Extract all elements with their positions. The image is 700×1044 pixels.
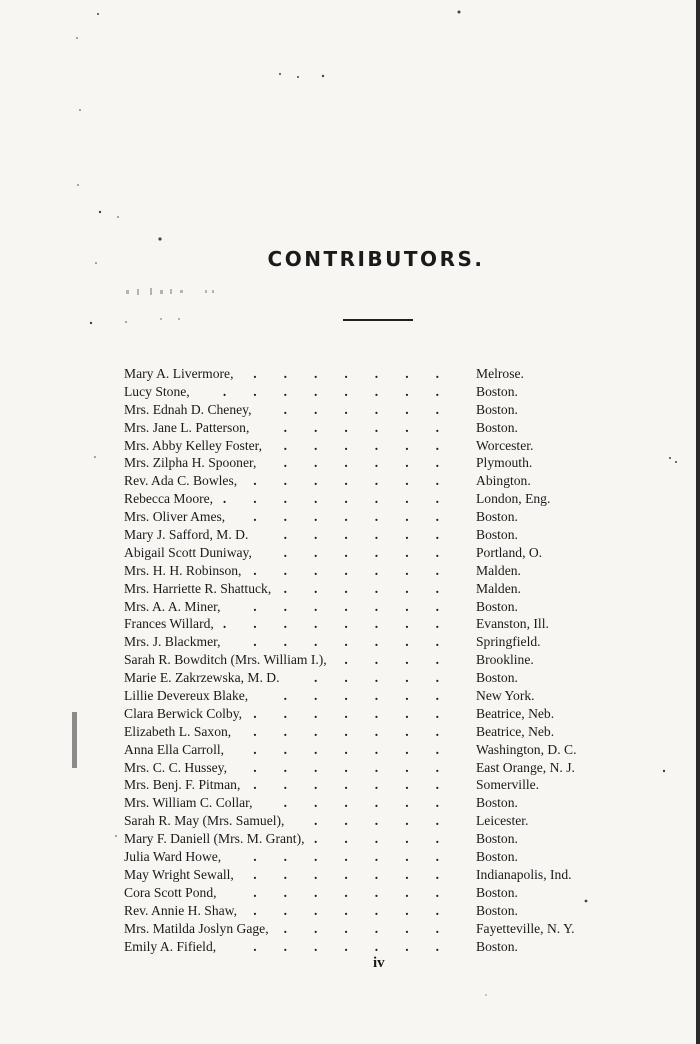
dot-leader: .......: [253, 509, 466, 525]
dot-leader: .......: [253, 634, 466, 650]
contributor-row: [124, 526, 604, 544]
contributor-place: Boston.: [476, 598, 518, 614]
contributor-place: Plymouth.: [476, 455, 533, 471]
contributor-row: [124, 723, 604, 741]
contributor-name: May Wright Sewall,: [124, 866, 234, 882]
contributor-name: Mrs. H. H. Robinson,: [124, 562, 242, 578]
contributor-name: Mary J. Safford, M. D.: [124, 527, 249, 543]
contributor-place: Boston.: [476, 938, 518, 954]
contributor-place: Springfield.: [476, 634, 541, 650]
dot-leader: ......: [283, 455, 466, 471]
contributor-row: [124, 651, 604, 669]
dot-leader: .......: [253, 759, 466, 775]
contributor-place: Washington, D. C.: [476, 741, 577, 757]
contributor-name: Sarah R. May (Mrs. Samuel),: [124, 813, 285, 829]
contributor-place: Evanston, Ill.: [476, 616, 549, 632]
contributor-row: [124, 490, 604, 508]
dot-leader: .......: [253, 902, 466, 918]
contributor-place: Portland, O.: [476, 544, 543, 560]
contributor-row: [124, 562, 604, 580]
contributor-place: Boston.: [476, 831, 518, 847]
dot-leader: ......: [283, 580, 466, 596]
contributor-row: [124, 437, 604, 455]
contributor-place: Beatrice, Neb.: [476, 705, 555, 721]
dot-leader: ......: [283, 544, 466, 560]
contributor-name: Marie E. Zakrzewska, M. D.: [124, 670, 280, 686]
contributor-place: Boston.: [476, 509, 518, 525]
contributor-place: London, Eng.: [476, 491, 551, 507]
contributor-name: Clara Berwick Colby,: [124, 705, 243, 721]
contributor-place: Brookline.: [476, 652, 534, 668]
contributor-place: Malden.: [476, 562, 521, 578]
contributor-place: Abington.: [476, 473, 531, 489]
contributor-name: Mrs. C. C. Hussey,: [124, 759, 227, 775]
dot-leader: .......: [253, 562, 466, 578]
contributor-place: Leicester.: [476, 813, 529, 829]
contributor-name: Mrs. William C. Collar,: [124, 795, 253, 811]
dot-leader: .......: [253, 366, 466, 381]
contributor-name: Anna Ella Carroll,: [124, 741, 225, 757]
dot-leader: ......: [283, 795, 466, 811]
contributor-row: [124, 615, 604, 633]
contributor-name: Sarah R. Bowditch (Mrs. William I.),: [124, 652, 327, 668]
dot-leader: .....: [314, 670, 466, 686]
contributor-name: Abigail Scott Duniway,: [124, 544, 252, 560]
page-number: iv: [373, 955, 385, 971]
dot-leader: ......: [283, 688, 466, 704]
contributor-place: Boston.: [476, 884, 518, 900]
dot-leader: .......: [253, 866, 466, 882]
title-rule: [343, 319, 413, 321]
contributor-name: Mrs. J. Blackmer,: [124, 634, 221, 650]
contributor-row: [124, 633, 604, 651]
contributor-name: Mrs. A. A. Miner,: [124, 598, 221, 614]
contributor-name: Rev. Ada C. Bowles,: [124, 473, 238, 489]
contributor-place: Melrose.: [476, 366, 524, 381]
contributor-row: [124, 598, 604, 616]
contributor-row: [124, 938, 604, 956]
contributor-place: Boston.: [476, 527, 518, 543]
dot-leader: .......: [253, 884, 466, 900]
contributor-row: [124, 472, 604, 490]
contributor-place: Somerville.: [476, 777, 540, 793]
dot-leader: ......: [283, 401, 466, 417]
contributor-place: Boston.: [476, 849, 518, 865]
contributor-row: [124, 383, 604, 401]
contributor-row: [124, 812, 604, 830]
contributor-name: Rebecca Moore,: [124, 491, 214, 507]
contributor-place: Boston.: [476, 795, 518, 811]
contributor-name: Lillie Devereux Blake,: [124, 688, 249, 704]
contributor-name: Rev. Annie H. Shaw,: [124, 902, 238, 918]
contributor-place: Boston.: [476, 401, 518, 417]
contributor-name: Mrs. Abby Kelley Foster,: [124, 437, 263, 453]
contributor-place: Worcester.: [476, 437, 534, 453]
dot-leader: .......: [253, 473, 466, 489]
contributor-row: [124, 830, 604, 848]
contributor-row: [124, 759, 604, 777]
dot-leader: .......: [253, 849, 466, 865]
contributor-name: Mrs. Zilpha H. Spooner,: [124, 455, 257, 471]
contributor-place: Indianapolis, Ind.: [476, 866, 572, 882]
contributor-name: Emily A. Fifield,: [124, 938, 217, 954]
page-title: CONTRIBUTORS.: [267, 247, 485, 271]
contributor-name: Mrs. Benj. F. Pitman,: [124, 777, 241, 793]
dot-leader: .......: [253, 723, 466, 739]
contributor-name: Mrs. Oliver Ames,: [124, 509, 226, 525]
contributor-name: Cora Scott Pond,: [124, 884, 217, 900]
dot-leader: ......: [283, 437, 466, 453]
dot-leader: .......: [253, 598, 466, 614]
contributor-name: Mrs. Harriette R. Shattuck,: [124, 580, 272, 596]
contributor-row: [124, 920, 604, 938]
dot-leader: .......: [253, 777, 466, 793]
contributor-place: Fayetteville, N. Y.: [476, 920, 575, 936]
dot-leader: .....: [314, 831, 466, 847]
contributor-row: [124, 580, 604, 598]
contributor-place: East Orange, N. J.: [476, 759, 575, 775]
contributor-row: [124, 544, 604, 562]
contributor-name: Julia Ward Howe,: [124, 849, 222, 865]
contributor-row: [124, 401, 604, 419]
contributor-place: Boston.: [476, 902, 518, 918]
contributor-row: [124, 365, 604, 383]
contributor-place: Boston.: [476, 419, 518, 435]
contributor-place: Boston.: [476, 670, 518, 686]
contributor-row: [124, 741, 604, 759]
contributor-row: [124, 866, 604, 884]
contributor-name: Mary F. Daniell (Mrs. M. Grant),: [124, 831, 305, 847]
dot-leader: .......: [253, 938, 466, 954]
dot-leader: ......: [283, 920, 466, 936]
contributor-row: [124, 902, 604, 920]
contributor-name: Lucy Stone,: [124, 383, 190, 399]
dot-leader: ........: [222, 383, 466, 399]
contributor-place: Boston.: [476, 383, 518, 399]
contributors-list: [124, 365, 604, 955]
dot-leader: ........: [222, 616, 466, 632]
dot-leader: .....: [314, 813, 466, 829]
contributor-place: Malden.: [476, 580, 521, 596]
contributor-row: [124, 794, 604, 812]
contributor-row: [124, 419, 604, 437]
dot-leader: ........: [222, 491, 466, 507]
dot-leader: .......: [253, 705, 466, 721]
dot-leader: .......: [253, 741, 466, 757]
contributor-row: [124, 705, 604, 723]
contributor-row: [124, 776, 604, 794]
contributor-name: Mrs. Ednah D. Cheney,: [124, 401, 252, 417]
contributor-name: Mary A. Livermore,: [124, 366, 234, 381]
contributor-name: Frances Willard,: [124, 616, 214, 632]
contributor-row: [124, 454, 604, 472]
dot-leader: ......: [283, 527, 466, 543]
contributor-place: New York.: [476, 688, 535, 704]
contributor-row: [124, 508, 604, 526]
contributor-row: [124, 687, 604, 705]
contributor-place: Beatrice, Neb.: [476, 723, 555, 739]
contributor-name: Mrs. Matilda Joslyn Gage,: [124, 920, 269, 936]
contributor-name: Mrs. Jane L. Patterson,: [124, 419, 250, 435]
contributor-name: Elizabeth L. Saxon,: [124, 723, 232, 739]
contributor-row: [124, 669, 604, 687]
contributor-row: [124, 884, 604, 902]
dot-leader: ....: [344, 652, 466, 668]
dot-leader: ......: [283, 419, 466, 435]
contributor-row: [124, 848, 604, 866]
